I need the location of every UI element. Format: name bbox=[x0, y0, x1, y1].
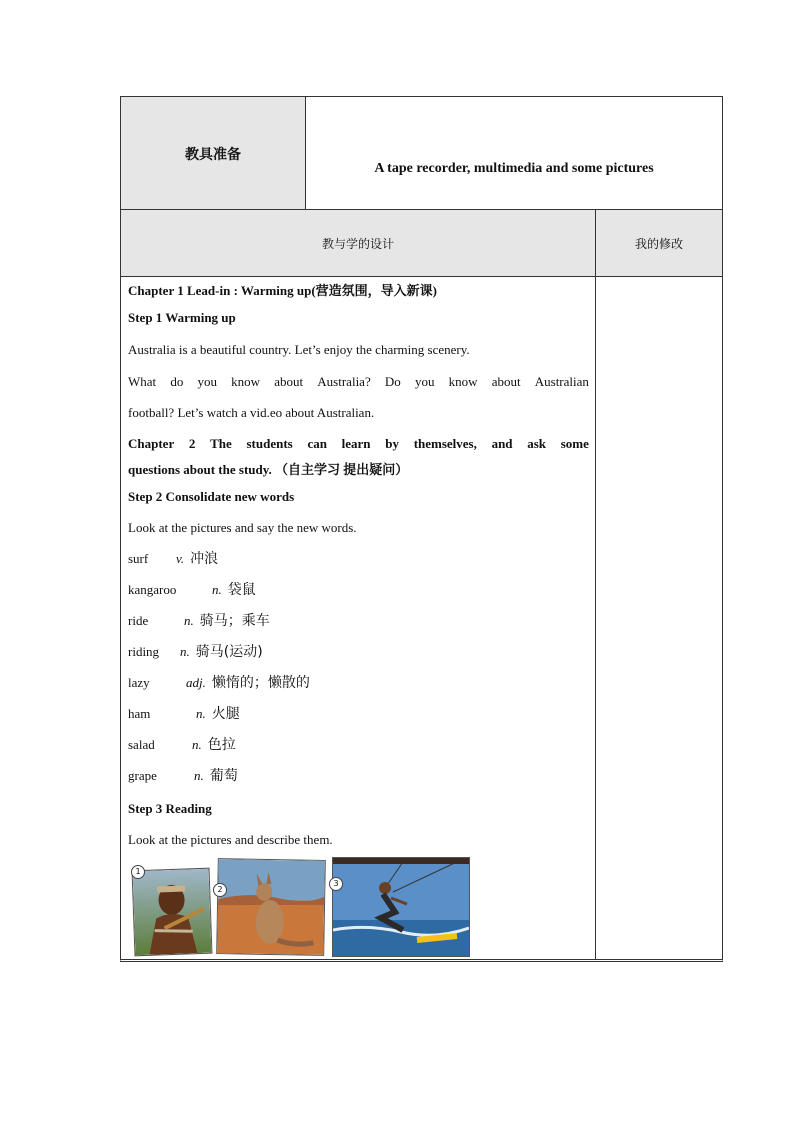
vocab-part-of-speech: adj. bbox=[186, 675, 206, 690]
chapter-2-word: and bbox=[491, 436, 513, 451]
chapter-2-word: Chapter bbox=[128, 436, 175, 451]
vocab-chinese-meaning: 葡萄 bbox=[209, 768, 238, 784]
materials-value: A tape recorder, multimedia and some pictures bbox=[374, 160, 654, 176]
vocab-chinese-meaning: 袋鼠 bbox=[227, 582, 256, 598]
vocab-chinese-meaning: 火腿 bbox=[211, 706, 240, 722]
vocab-chinese-meaning: 骑马；乘车 bbox=[199, 613, 270, 629]
chapter-2-heading bbox=[128, 435, 589, 453]
kangaroo-photo-icon bbox=[217, 859, 325, 955]
chapter-2-word: themselves, bbox=[413, 436, 477, 451]
picture-2 bbox=[216, 858, 326, 956]
materials-label: 教具准备 bbox=[121, 97, 306, 210]
vocab-row bbox=[128, 643, 589, 661]
vocab-part-of-speech: v. bbox=[176, 551, 185, 566]
aboriginal-man-photo-icon bbox=[133, 869, 212, 956]
chapter-2-word: 2 bbox=[188, 436, 196, 451]
step-3-intro: Look at the pictures and describe them. bbox=[128, 832, 333, 847]
chapter-2-word: The bbox=[210, 436, 232, 451]
paragraph-question-word: about bbox=[491, 374, 521, 389]
vocab-word: lazy bbox=[128, 675, 150, 690]
paragraph-question bbox=[128, 373, 589, 391]
reading-pictures bbox=[131, 855, 471, 957]
design-column-header: 教与学的设计 bbox=[121, 210, 596, 276]
vocab-word: kangaroo bbox=[128, 582, 177, 597]
picture-2-number: 2 bbox=[213, 883, 227, 897]
step-2-intro: Look at the pictures and say the new words. bbox=[128, 520, 357, 535]
vocab-row bbox=[128, 736, 589, 754]
paragraph-question-word: What bbox=[128, 374, 157, 389]
step-1-heading: Step 1 Warming up bbox=[128, 310, 236, 325]
vocab-chinese-meaning: 色拉 bbox=[207, 737, 236, 753]
paragraph-question-word: you bbox=[197, 374, 217, 389]
picture-1-number: 1 bbox=[131, 865, 145, 879]
chapter-2-word: can bbox=[307, 436, 327, 451]
paragraph-australia: Australia is a beautiful country. Let’s enjoy the charming scenery. bbox=[128, 342, 470, 357]
vocab-row bbox=[128, 612, 589, 630]
vocab-word: salad bbox=[128, 737, 155, 752]
chapter-2-word: learn bbox=[341, 436, 371, 451]
paragraph-question-word: you bbox=[414, 374, 435, 389]
step-3-heading: Step 3 Reading bbox=[128, 801, 212, 816]
vocab-part-of-speech: n. bbox=[194, 768, 204, 783]
paragraph-question-word: Do bbox=[384, 374, 401, 389]
vocab-row bbox=[128, 705, 589, 723]
paragraph-football: football? Let’s watch a vid.eo about Australian. bbox=[128, 405, 375, 420]
vocab-part-of-speech: n. bbox=[212, 582, 222, 597]
vocab-part-of-speech: n. bbox=[180, 644, 190, 659]
paragraph-question-word: Australia? bbox=[317, 374, 371, 389]
picture-3-number: 3 bbox=[329, 877, 343, 891]
table-header-row bbox=[120, 209, 723, 277]
kitesurfer-photo-icon bbox=[333, 858, 469, 956]
vocab-word: ham bbox=[128, 706, 151, 721]
chapter-2-word: some bbox=[560, 436, 589, 451]
paragraph-question-word: about bbox=[274, 374, 304, 389]
paragraph-question-word: do bbox=[170, 374, 184, 389]
paragraph-question-word: Australian bbox=[534, 374, 589, 389]
picture-1 bbox=[132, 868, 213, 957]
paragraph-question-word: know bbox=[231, 374, 261, 389]
revision-column-header: 我的修改 bbox=[634, 236, 683, 251]
vocab-row bbox=[128, 674, 589, 692]
vocab-part-of-speech: n. bbox=[184, 613, 194, 628]
chapter-2-word: students bbox=[246, 436, 293, 451]
chapter-2-word: by bbox=[385, 436, 399, 451]
vocab-word: ride bbox=[128, 613, 149, 628]
lesson-design-cell bbox=[121, 275, 596, 959]
vocab-chinese-meaning: 骑马(运动) bbox=[195, 644, 263, 660]
picture-3 bbox=[332, 857, 470, 957]
vocab-word: surf bbox=[128, 551, 149, 566]
chapter-2-word: ask bbox=[527, 436, 547, 451]
vocab-chinese-meaning: 懒惰的；懒散的 bbox=[211, 675, 310, 691]
vocab-part-of-speech: n. bbox=[196, 706, 206, 721]
vocab-row bbox=[128, 767, 589, 785]
vocab-row bbox=[128, 581, 589, 599]
materials-row bbox=[120, 96, 723, 210]
chapter-2-heading-line-2: questions about the study. （自主学习 提出疑问） bbox=[128, 462, 409, 477]
revision-cell bbox=[596, 275, 722, 959]
chapter-1-heading: Chapter 1 Lead-in : Warming up(营造氛围，导入新课) bbox=[128, 283, 438, 298]
vocab-word: riding bbox=[128, 644, 160, 659]
lesson-body-row bbox=[120, 275, 723, 962]
vocab-row bbox=[128, 550, 589, 568]
vocab-chinese-meaning: 冲浪 bbox=[190, 551, 219, 567]
vocab-word: grape bbox=[128, 768, 157, 783]
vocab-part-of-speech: n. bbox=[192, 737, 202, 752]
paragraph-question-word: know bbox=[448, 374, 478, 389]
step-2-heading: Step 2 Consolidate new words bbox=[128, 489, 295, 504]
